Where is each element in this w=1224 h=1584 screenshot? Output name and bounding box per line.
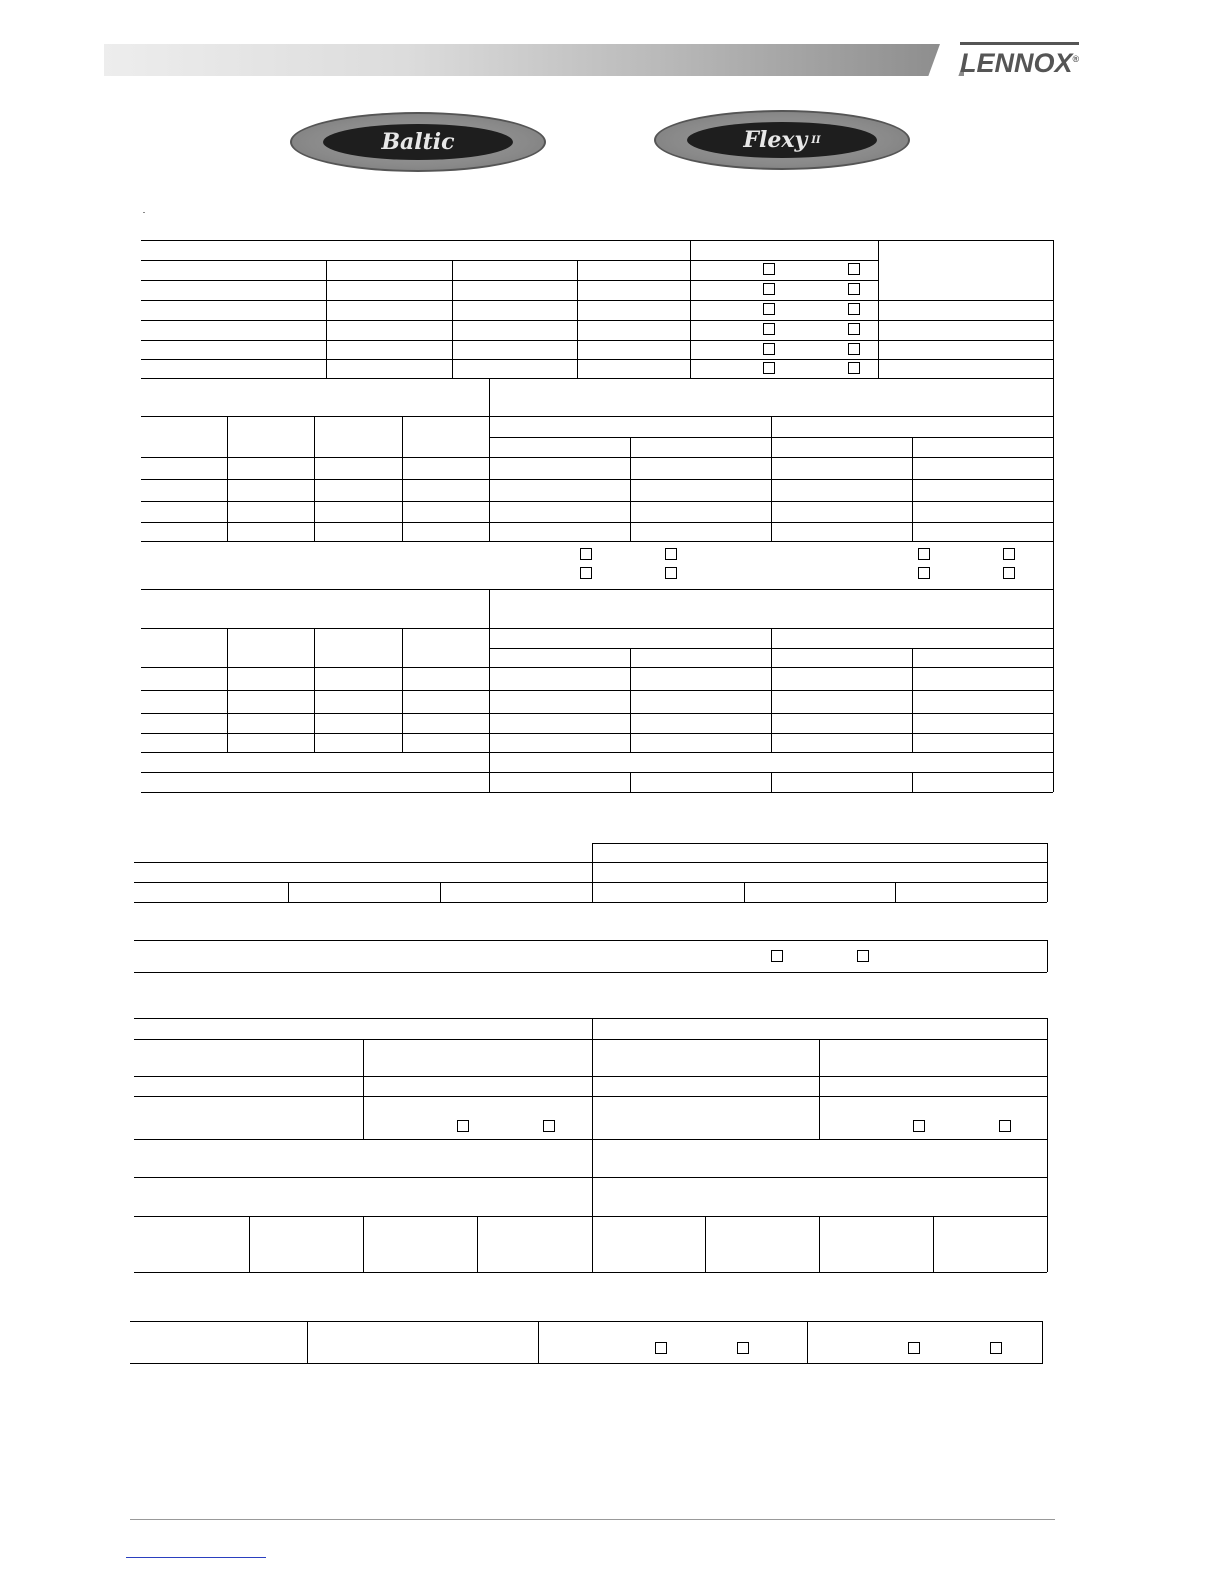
form-rule: [141, 280, 878, 281]
form-checkbox[interactable]: [763, 263, 775, 275]
form-rule: [878, 359, 1053, 360]
form-rule: [141, 340, 878, 341]
form-divider: [1047, 1018, 1048, 1272]
form-divider: [402, 628, 403, 752]
form-checkbox[interactable]: [763, 343, 775, 355]
flexy-badge: [654, 110, 910, 170]
form-rule: [141, 690, 1053, 691]
form-rule: [141, 733, 1053, 734]
form-divider: [744, 882, 745, 902]
form-checkbox[interactable]: [763, 303, 775, 315]
form-divider: [1053, 589, 1054, 792]
form-divider: [771, 628, 772, 752]
baltic-badge-label: Baltic: [323, 124, 513, 160]
form-rule: [141, 589, 1053, 590]
form-rule: [134, 1177, 1047, 1178]
form-checkbox[interactable]: [665, 567, 677, 579]
form-divider: [1047, 940, 1048, 972]
form-checkbox[interactable]: [908, 1342, 920, 1354]
form-rule: [141, 772, 1053, 773]
form-divider: [452, 260, 453, 378]
footer-link-underline[interactable]: [126, 1557, 266, 1558]
form-divider: [912, 648, 913, 752]
form-rule: [141, 713, 1053, 714]
form-checkbox[interactable]: [1003, 567, 1015, 579]
form-divider: [933, 1216, 934, 1272]
form-checkbox[interactable]: [665, 548, 677, 560]
form-rule: [141, 260, 878, 261]
form-rule: [878, 300, 1053, 301]
form-divider: [912, 437, 913, 541]
form-divider: [577, 260, 578, 378]
form-rule: [141, 522, 1053, 523]
form-checkbox[interactable]: [543, 1120, 555, 1132]
form-rule: [141, 752, 1053, 753]
brand-name: LENNOX: [960, 48, 1073, 78]
form-divider: [1042, 1321, 1043, 1363]
form-checkbox[interactable]: [848, 323, 860, 335]
form-checkbox[interactable]: [848, 283, 860, 295]
form-divider: [630, 772, 631, 792]
form-rule: [134, 1039, 1047, 1040]
form-divider: [1047, 843, 1048, 902]
form-divider: [326, 260, 327, 378]
form-rule: [141, 320, 878, 321]
form-rule: [134, 1272, 1047, 1273]
form-checkbox[interactable]: [763, 283, 775, 295]
form-divider: [249, 1216, 250, 1272]
form-divider: [363, 1216, 364, 1272]
form-divider: [1053, 378, 1054, 541]
form-rule: [141, 667, 1053, 668]
form-divider: [227, 628, 228, 752]
form-checkbox[interactable]: [990, 1342, 1002, 1354]
form-rule: [141, 457, 1053, 458]
form-rule: [141, 378, 1053, 379]
section1-top-rule: [141, 240, 1053, 241]
form-divider: [288, 882, 289, 902]
form-divider: [489, 378, 490, 541]
footer-rule: [130, 1519, 1055, 1520]
form-rule: [134, 862, 592, 863]
flexy-label: Flexy: [743, 127, 808, 153]
baltic-badge: [290, 112, 546, 172]
form-rule: [134, 972, 1047, 973]
form-divider: [592, 1018, 593, 1272]
form-divider: [477, 1216, 478, 1272]
form-rule: [592, 862, 1047, 863]
form-checkbox[interactable]: [655, 1342, 667, 1354]
form-divider: [878, 240, 879, 378]
brand-mark: ®: [1072, 54, 1080, 64]
form-checkbox[interactable]: [848, 343, 860, 355]
form-rule: [141, 792, 1053, 793]
form-rule: [130, 1363, 1043, 1364]
form-divider: [819, 1216, 820, 1272]
form-divider: [630, 648, 631, 752]
form-divider: [363, 1039, 364, 1139]
form-rule: [134, 1076, 1047, 1077]
form-rule: [878, 340, 1053, 341]
form-checkbox[interactable]: [848, 303, 860, 315]
header-gradient-bar: [104, 44, 964, 76]
form-checkbox[interactable]: [848, 263, 860, 275]
form-divider: [307, 1321, 308, 1363]
flexy-badge-label: [687, 122, 877, 158]
form-checkbox[interactable]: [580, 567, 592, 579]
flexy-mark: II: [811, 134, 821, 146]
form-checkbox[interactable]: [857, 950, 869, 962]
form-rule: [141, 300, 878, 301]
form-rule: [130, 1321, 1043, 1322]
form-divider: [771, 772, 772, 792]
brand-logo: [960, 42, 1079, 77]
form-divider: [314, 416, 315, 541]
form-divider: [592, 843, 593, 902]
form-divider: [705, 1216, 706, 1272]
form-rule: [141, 501, 1053, 502]
form-rule: [592, 843, 1047, 844]
form-rule: [134, 882, 1047, 883]
form-divider: [771, 416, 772, 541]
form-divider: [314, 628, 315, 752]
form-divider: [402, 416, 403, 541]
form-checkbox[interactable]: [580, 548, 592, 560]
form-checkbox[interactable]: [763, 362, 775, 374]
form-rule: [141, 359, 878, 360]
form-checkbox[interactable]: [999, 1120, 1011, 1132]
form-divider: [227, 416, 228, 541]
form-rule: [134, 1216, 1047, 1217]
form-rule: [141, 479, 1053, 480]
form-rule: [134, 940, 1047, 941]
form-divider: [538, 1321, 539, 1363]
form-divider: [895, 882, 896, 902]
form-divider: [1053, 240, 1054, 378]
form-checkbox[interactable]: [737, 1342, 749, 1354]
form-divider: [807, 1321, 808, 1363]
form-divider: [690, 240, 691, 378]
form-rule: [134, 1096, 1047, 1097]
form-divider: [819, 1039, 820, 1139]
form-divider: [912, 772, 913, 792]
form-rule: [134, 1018, 1047, 1019]
form-checkbox[interactable]: [771, 950, 783, 962]
form-divider: [440, 882, 441, 902]
form-divider: [630, 437, 631, 541]
form-checkbox[interactable]: [918, 548, 930, 560]
form-checkbox[interactable]: [1003, 548, 1015, 560]
form-checkbox[interactable]: [457, 1120, 469, 1132]
form-checkbox[interactable]: [913, 1120, 925, 1132]
form-divider: [1053, 541, 1054, 589]
form-rule: [141, 416, 489, 417]
form-rule: [141, 541, 1053, 542]
form-checkbox[interactable]: [848, 362, 860, 374]
form-checkbox[interactable]: [918, 567, 930, 579]
form-rule: [134, 1139, 1047, 1140]
form-rule: [878, 320, 1053, 321]
stray-mark: [143, 212, 145, 213]
form-rule: [141, 628, 489, 629]
form-rule: [134, 902, 1047, 903]
form-checkbox[interactable]: [763, 323, 775, 335]
